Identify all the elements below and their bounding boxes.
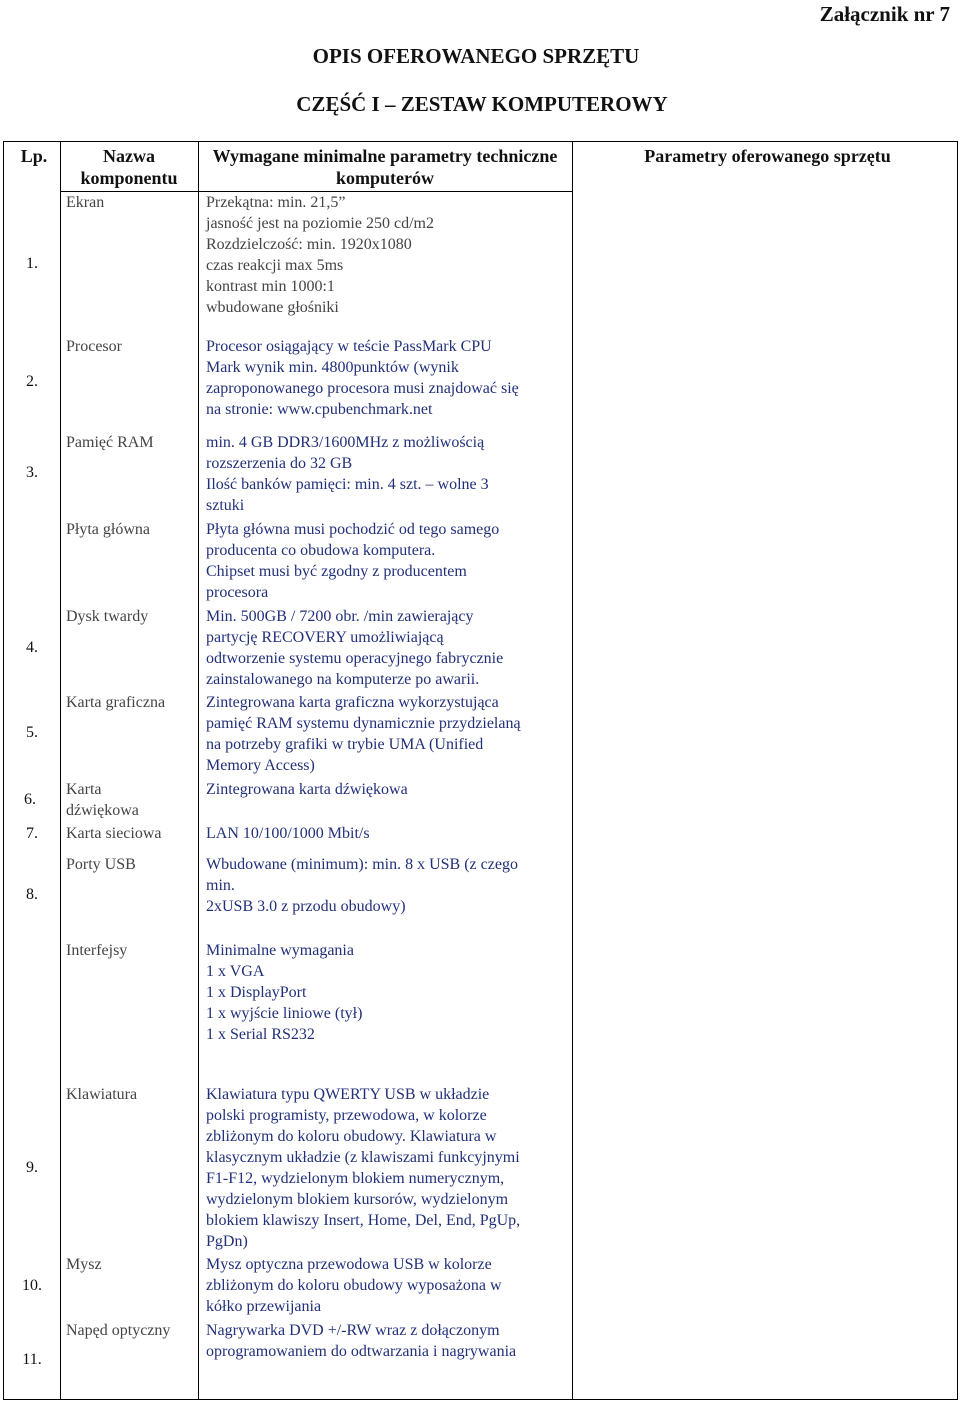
row-number: 1. — [26, 255, 38, 272]
requirement-text: Wbudowane (minimum): min. 8 x USB (z czego min. 2xUSB 3.0 z przodu obudowy) — [206, 856, 518, 915]
component-name: Karta dźwiękowa — [66, 781, 139, 819]
component-name: Mysz — [66, 1256, 102, 1273]
row-number: 5. — [26, 724, 38, 741]
component-name: Ekran — [66, 194, 105, 211]
component-name: Dysk twardy — [66, 608, 149, 625]
requirement-text: Płyta główna musi pochodzić od tego samego producenta co obudowa komputera. Chipset musi być zgodny z producentem procesora — [206, 521, 500, 601]
component-name: Napęd optyczny — [66, 1322, 171, 1339]
requirement-text: Min. 500GB / 7200 obr. /min zawierający partycję RECOVERY umożliwiającą odtworzenie systemu operacyjnego fabrycznie zainstalowanego na komputerze po awarii. — [206, 608, 504, 688]
table-border-top — [3, 141, 958, 142]
table-border-right — [957, 141, 958, 1400]
document-subtitle: CZĘŚĆ I – ZESTAW KOMPUTEROWY — [296, 92, 668, 116]
component-name: Karta graficzna — [66, 694, 166, 711]
table-column-divider — [60, 141, 61, 1400]
table-column-divider — [572, 141, 573, 1400]
component-name: Pamięć RAM — [66, 434, 154, 451]
requirement-text: Nagrywarka DVD +/-RW wraz z dołączonym oprogramowaniem do odtwarzania i nagrywania — [206, 1322, 517, 1360]
table-column-divider — [198, 141, 199, 1400]
requirement-text: Minimalne wymagania 1 x VGA 1 x DisplayPort 1 x wyjście liniowe (tył) 1 x Serial RS232 — [206, 942, 363, 1043]
row-number: 10. — [22, 1277, 42, 1294]
requirement-text: Przekątna: min. 21,5” jasność jest na poziomie 250 cd/m2 Rozdzielczość: min. 1920x1080 czas reakcji max 5ms kontrast min 1000:1 wbudowane głośniki — [206, 194, 434, 316]
header-component: Nazwa komponentu — [80, 146, 178, 188]
header-offered: Parametry oferowanego sprzętu — [644, 146, 891, 166]
row-number: 4. — [26, 639, 38, 656]
document-title: OPIS OFEROWANEGO SPRZĘTU — [312, 44, 640, 68]
requirement-text: Mysz optyczna przewodowa USB w kolorze zbliżonym do koloru obudowy wyposażona w kółko przewijania — [206, 1256, 502, 1315]
component-name: Procesor — [66, 338, 122, 355]
requirement-text: Klawiatura typu QWERTY USB w układzie polski programisty, przewodowa, w kolorze zbliżonym do koloru obudowy. Klawiatura w klasycznym układzie (z klawiszami funkcyjnymi F1-F12, wydzielonym blokiem numerycznym, wydzielonym blokiem kursorów, wydzielonym blokiem klawiszy Insert, Home, Del, End, PgUp, PgDn) — [206, 1086, 521, 1250]
row-number: 3. — [26, 464, 38, 481]
row-number: 6. — [24, 791, 36, 808]
table-border-left — [3, 141, 4, 1400]
row-number: 7. — [26, 825, 38, 842]
requirement-text: LAN 10/100/1000 Mbit/s — [206, 825, 370, 842]
row-number: 2. — [26, 373, 38, 390]
component-name: Klawiatura — [66, 1086, 138, 1103]
annex-label: Załącznik nr 7 — [819, 2, 950, 26]
row-number: 11. — [22, 1351, 42, 1368]
requirement-text: Zintegrowana karta graficzna wykorzystująca pamięć RAM systemu dynamicznie przydzielaną na potrzeby grafiki w trybie UMA (Unified Memory Access) — [206, 694, 521, 774]
table-border-bottom — [3, 1399, 958, 1400]
header-requirements: Wymagane minimalne parametry techniczne komputerów — [212, 146, 558, 188]
requirement-text: min. 4 GB DDR3/1600MHz z możliwością rozszerzenia do 32 GB Ilość banków pamięci: min. 4 szt. – wolne 3 sztuki — [206, 434, 489, 514]
component-name: Interfejsy — [66, 942, 128, 959]
component-name: Płyta główna — [66, 521, 150, 538]
row-number: 8. — [26, 886, 38, 903]
header-lp: Lp. — [20, 146, 48, 166]
requirement-text: Procesor osiągający w teście PassMark CPU Mark wynik min. 4800punktów (wynik zaproponowanego procesora musi znajdować się na stronie: www.cpubenchmark.net — [206, 338, 519, 418]
component-name: Karta sieciowa — [66, 825, 162, 842]
requirement-text: Zintegrowana karta dźwiękowa — [206, 781, 408, 798]
row-number: 9. — [26, 1159, 38, 1176]
component-name: Porty USB — [66, 856, 136, 873]
